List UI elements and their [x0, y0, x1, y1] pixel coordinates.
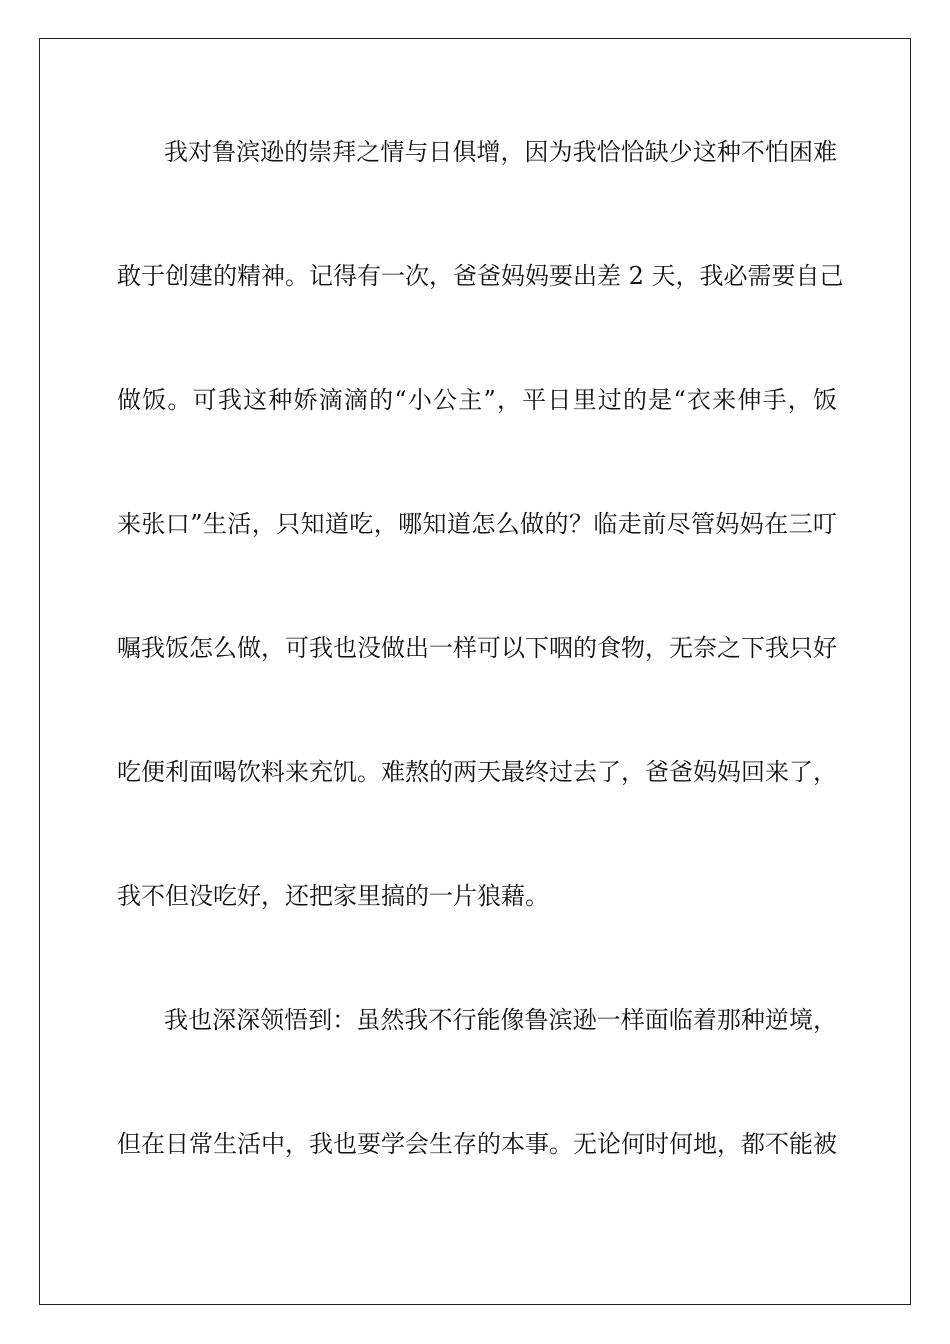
- paragraph-1-line-2: 敢于创建的精神。记得有一次，爸爸妈妈要出差 2 天，我必需要自己: [117, 262, 844, 290]
- paragraph-1-line-3: 做饭。可我这种娇滴滴的“小公主”，平日里过的是“衣来伸手，饭: [117, 386, 837, 414]
- paragraph-1-line-6: 吃便利面喝饮料来充饥。难熬的两天最终过去了，爸爸妈妈回来了，: [117, 758, 837, 786]
- paragraph-1-line-7: 我不但没吃好，还把家里搞的一片狼藉。: [117, 882, 549, 910]
- paragraph-1-line-5: 嘱我饭怎么做，可我也没做出一样可以下咽的食物，无奈之下我只好: [117, 634, 837, 662]
- paragraph-2-line-2: 但在日常生活中，我也要学会生存的本事。无论何时何地，都不能被: [117, 1130, 837, 1158]
- paragraph-2-line-1: 我也深深领悟到：虽然我不行能像鲁滨逊一样面临着那种逆境，: [164, 1006, 837, 1034]
- page-frame: [39, 38, 911, 1305]
- paragraph-1-line-4: 来张口”生活，只知道吃，哪知道怎么做的？临走前尽管妈妈在三叮: [117, 510, 837, 538]
- paragraph-1-line-1: 我对鲁滨逊的崇拜之情与日俱增，因为我恰恰缺少这种不怕困难: [164, 138, 837, 166]
